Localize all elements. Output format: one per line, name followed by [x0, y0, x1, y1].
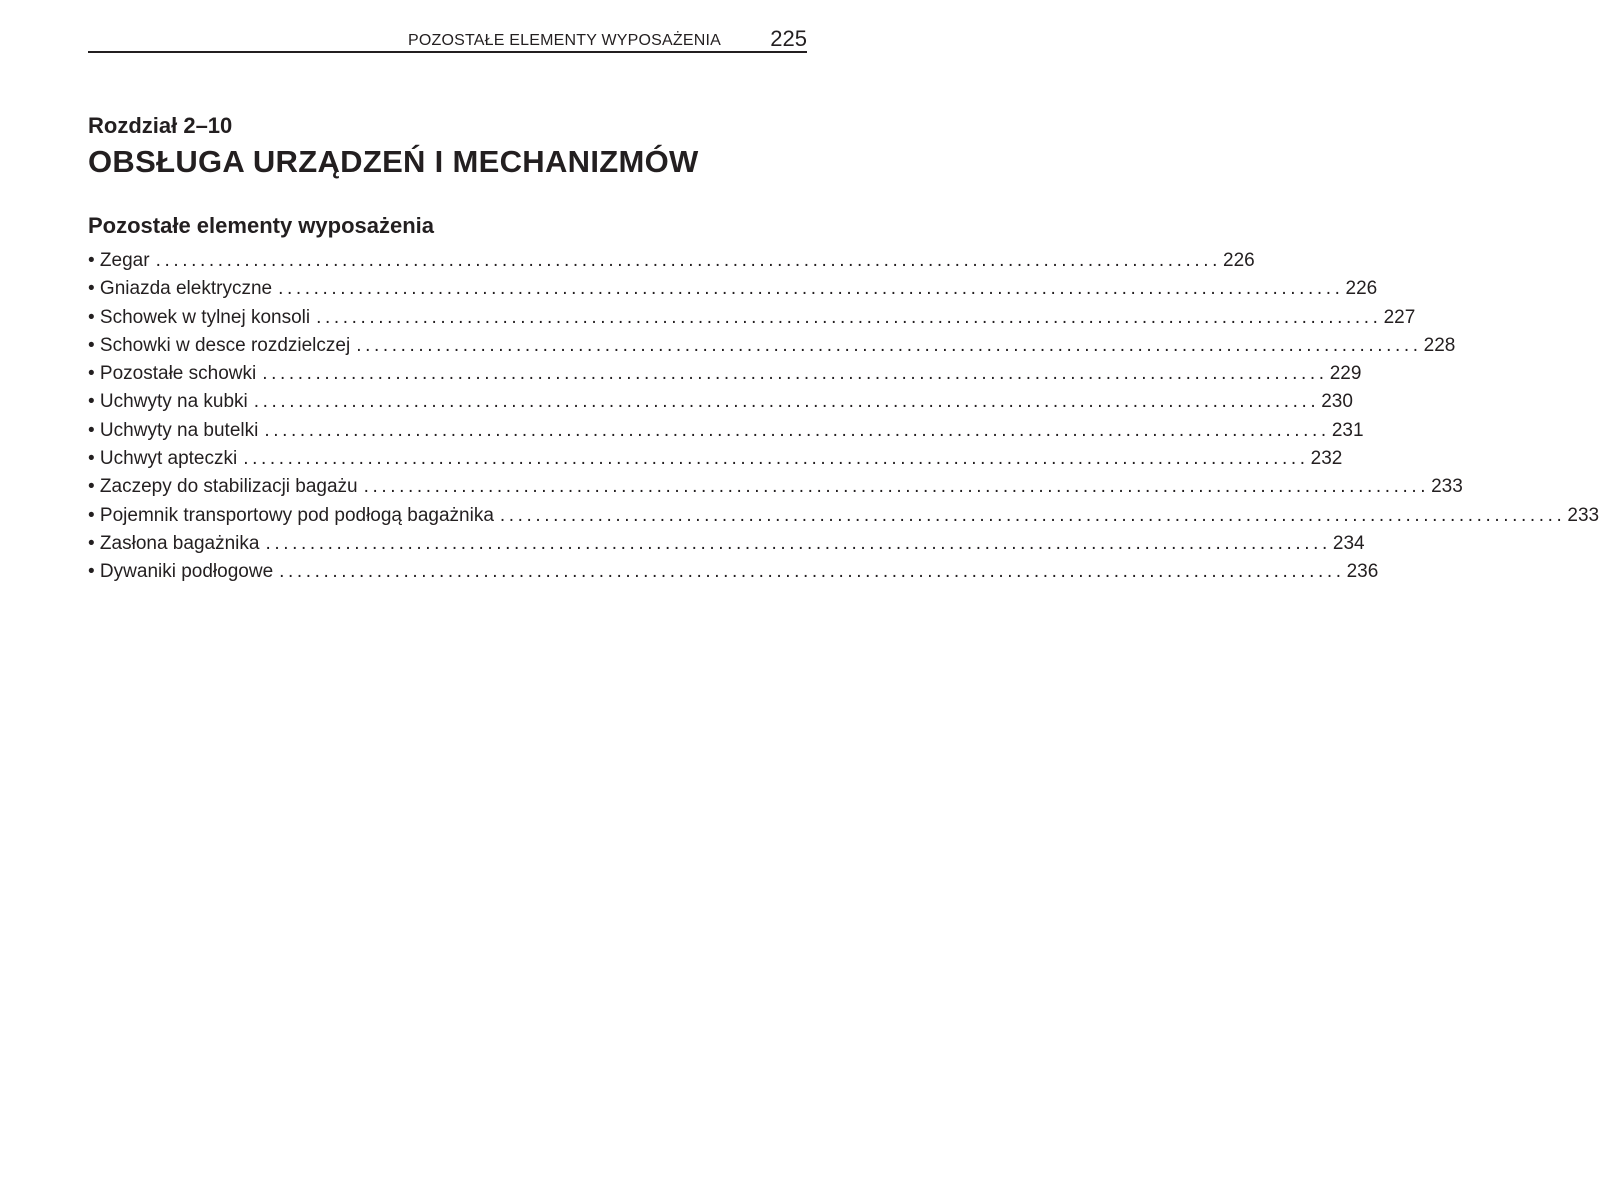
toc-entry[interactable]: [88, 334, 1456, 363]
toc-entry[interactable]: [88, 419, 1364, 448]
running-head: [88, 26, 807, 54]
toc-entry-page: 228: [1423, 334, 1456, 356]
toc-entry-page: 227: [1383, 306, 1416, 328]
toc-entry-title: • Zegar: [88, 250, 150, 271]
dot-leader: ........................................................................................................................: [279, 561, 1345, 583]
toc-entry[interactable]: [88, 448, 1343, 476]
toc-entry-title: • Zaczepy do stabilizacji bagażu: [88, 476, 358, 498]
toc-entry-page: 233: [1431, 476, 1463, 498]
toc-entry[interactable]: [88, 532, 1365, 561]
dot-leader: ........................................................................................................................: [243, 448, 1309, 470]
toc-entry-page: 231: [1331, 419, 1364, 441]
toc-entry-page: 230: [1321, 391, 1353, 413]
page-number: 225: [770, 26, 807, 51]
toc-entry-title: • Dywaniki podłogowe: [88, 561, 274, 583]
toc-entry-page: 233: [1567, 504, 1599, 526]
dot-leader: ........................................................................................................................: [278, 278, 1344, 300]
toc-entry[interactable]: [88, 561, 1379, 589]
toc-entry-title: • Pozostałe schowki: [88, 363, 257, 385]
toc-entry[interactable]: [88, 278, 1378, 306]
dot-leader: ........................................................................................................................: [262, 363, 1328, 385]
toc-entry[interactable]: [88, 306, 1416, 335]
toc-entry[interactable]: [88, 504, 1599, 533]
toc-entry-title: • Uchwyt apteczki: [88, 448, 238, 470]
dot-leader: ........................................................................................................................: [356, 334, 1422, 356]
toc-entry-page: 226: [1345, 278, 1378, 300]
chapter-title: OBSŁUGA URZĄDZEŃ I MECHANIZMÓW: [88, 144, 699, 179]
toc-entry-title: • Gniazda elektryczne: [88, 278, 273, 300]
toc-entry-title: • Zasłona bagażnika: [88, 532, 260, 554]
dot-leader: ........................................................................................................................: [316, 306, 1382, 328]
toc-entry[interactable]: [88, 250, 1255, 278]
toc-entry-page: 226: [1223, 250, 1255, 271]
dot-leader: ........................................................................................................................: [264, 419, 1330, 441]
table-of-contents: [88, 250, 1599, 590]
dot-leader: ........................................................................................................................: [253, 391, 1320, 413]
toc-entry-page: 234: [1332, 532, 1365, 554]
toc-entry-page: 236: [1346, 561, 1379, 583]
dot-leader: ........................................................................................................................: [363, 476, 1430, 498]
running-title: POZOSTAŁE ELEMENTY WYPOSAŻENIA: [407, 32, 721, 49]
toc-entry-title: • Schowki w desce rozdzielczej: [88, 334, 351, 356]
header-rule: [88, 51, 807, 53]
dot-leader: ........................................................................................................................: [155, 250, 1222, 271]
dot-leader: ........................................................................................................................: [265, 532, 1331, 554]
toc-entry-page: 229: [1329, 363, 1362, 385]
dot-leader: ........................................................................................................................: [499, 504, 1566, 526]
toc-entry-title: • Pojemnik transportowy pod podłogą bagażnika: [88, 504, 494, 526]
toc-entry[interactable]: [88, 391, 1353, 419]
chapter-label: Rozdział 2–10: [88, 113, 233, 138]
toc-entry[interactable]: [88, 363, 1362, 391]
toc-entry-page: 232: [1310, 448, 1343, 470]
toc-entry-title: • Uchwyty na butelki: [88, 419, 259, 441]
toc-entry[interactable]: [88, 476, 1463, 504]
section-title: Pozostałe elementy wyposażenia: [88, 213, 435, 238]
toc-entry-title: • Uchwyty na kubki: [88, 391, 248, 413]
toc-entry-title: • Schowek w tylnej konsoli: [88, 306, 311, 328]
